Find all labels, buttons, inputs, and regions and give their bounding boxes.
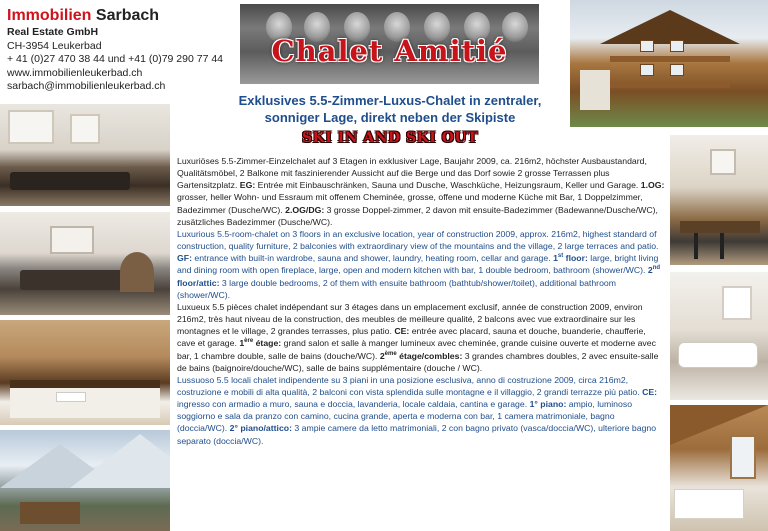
description-italian: Lussuoso 5.5 locali chalet indipendente su 3 piani in una posizione esclusiva, anno di costruzione 2009, circa 216m2, costruzione e mobili di alta qualità, 2 balconi con vista splendida sulle montagne e il villaggio, 2 grandi terrazze più patio. CE: ingresso con armadio a muro, sauna e doccia, lavanderia, locale caldaia, cantina e garage. 1° piano: ampio, luminoso soggiorno e sala da pranzo con camino, cucina grande, aperta e moderna con bar, 1 camera matrimoniale, bagno (doccia/WC). 2° piano/attico: 3 ampie camere da letto matrimoniali, 2 con bagno privato (vasca/doccia/WC), ulteriore bagno separato (doccia/WC). [177, 374, 658, 446]
description-french: Luxueux 5.5 pièces chalet indépendant sur 3 étages dans un emplacement exclusif, année de construction 2009, environ 216m2, très haut niveau de la construction, des meubles de meilleure qualité, 2 balcons avec vue extraordinaire sur les montagnes et le village, 2 grandes terrasses, plus patio. CE: entrée avec placard, sauna et douche, buanderie, chaufferie, cave et garage. 1ère étage: grand salon et salle à manger lumineux avec cheminée, grande cuisine ouverte et moderne avec bar, 1 chambre double, salle de bains (douche/WC). 2ème étage/combles: 3 grandes chambres doubles, 2 avec ensuite-salle de bains (baignoire/douche/WC), salle de bains supplémentaire (douche / WC). [177, 301, 659, 373]
photo-lounge [0, 212, 170, 315]
ski-tagline: SKI IN AND SKI OUT [301, 130, 479, 146]
listing-headline: Exklusives 5.5-Zimmer-Luxus-Chalet in zentraler, sonniger Lage, direkt neben der Skipiste [238, 93, 542, 125]
agency-name [7, 6, 237, 26]
agency-phone: + 41 (0)27 470 38 44 und +41 (0)79 290 77 44 [7, 53, 224, 65]
banner-title: Chalet Amitié [271, 34, 508, 68]
photo-mountain-view [0, 430, 170, 531]
agency-company: Real Estate GmbH [7, 26, 99, 38]
description-english: Luxurious 5.5-room-chalet on 3 floors in an exclusive location, year of construction 2009, approx. 216m2, highest standard of construction, quality furniture, 2 balconies with extraordinary view of the mountains and the village, 2 large terraces and patio. GF: entrance with built-in wardrobe, sauna and shower, laundry, heating room, cellar and garage. 1st floor: large, bright living and dining room with open fireplace, large, open and modern kitchen with bar, 1 double bedroom, bathroom (shower/WC). 2nd floor/attic: 3 large double bedrooms, 2 of them with ensuite bathroom (bathtub/shower/toilet), additional bathroom (shower/WC). [177, 228, 661, 300]
photo-attic-bedroom [670, 405, 768, 531]
photo-bedroom [0, 320, 170, 425]
photo-bathroom [670, 272, 768, 400]
description-german: Luxuriöses 5.5-Zimmer-Einzelchalet auf 3 Etagen in exklusiver Lage, Baujahr 2009, ca. 216m2, höchster Ausbaustandard, Qualitätsmöbel, 2 Balkone mit faszinierender Aussicht auf die Berge und das Dorf sowie 2 grosse Terrassen plus Gartensitzplatz. EG: Entrée mit Einbauschränken, Sauna und Dusche, Waschküche, Heizungsraum, Keller und Garage. 1.OG: grosser, heller Wohn- und Essraum mit offenem Cheminée, grosse, offene und moderne Küche mit Bar, 1 Doppelzimmer, Badezimmer (Dusche/WC). 2.OG/DG: 3 grosse Doppel-zimmer, 2 davon mit ensuite-Badezimmer (Badewanne/Dusche/WC), zusätzliches Badezimmer (Dusche/WC). [177, 156, 665, 227]
agency-email: sarbach@immobilienleukerbad.ch [7, 80, 166, 92]
agency-name-dark: Sarbach [95, 7, 160, 24]
photo-kitchen [670, 135, 768, 265]
agency-name-red: Immobilien [7, 7, 92, 24]
photo-living-room [0, 104, 170, 206]
photo-chalet-exterior [570, 0, 768, 127]
agency-address: CH-3954 Leukerbad [7, 39, 102, 52]
agency-website: www.immobilienleukerbad.ch [7, 66, 143, 79]
banner-chalet-amitie [240, 4, 539, 84]
agency-header [7, 6, 237, 94]
listing-description [177, 155, 665, 447]
